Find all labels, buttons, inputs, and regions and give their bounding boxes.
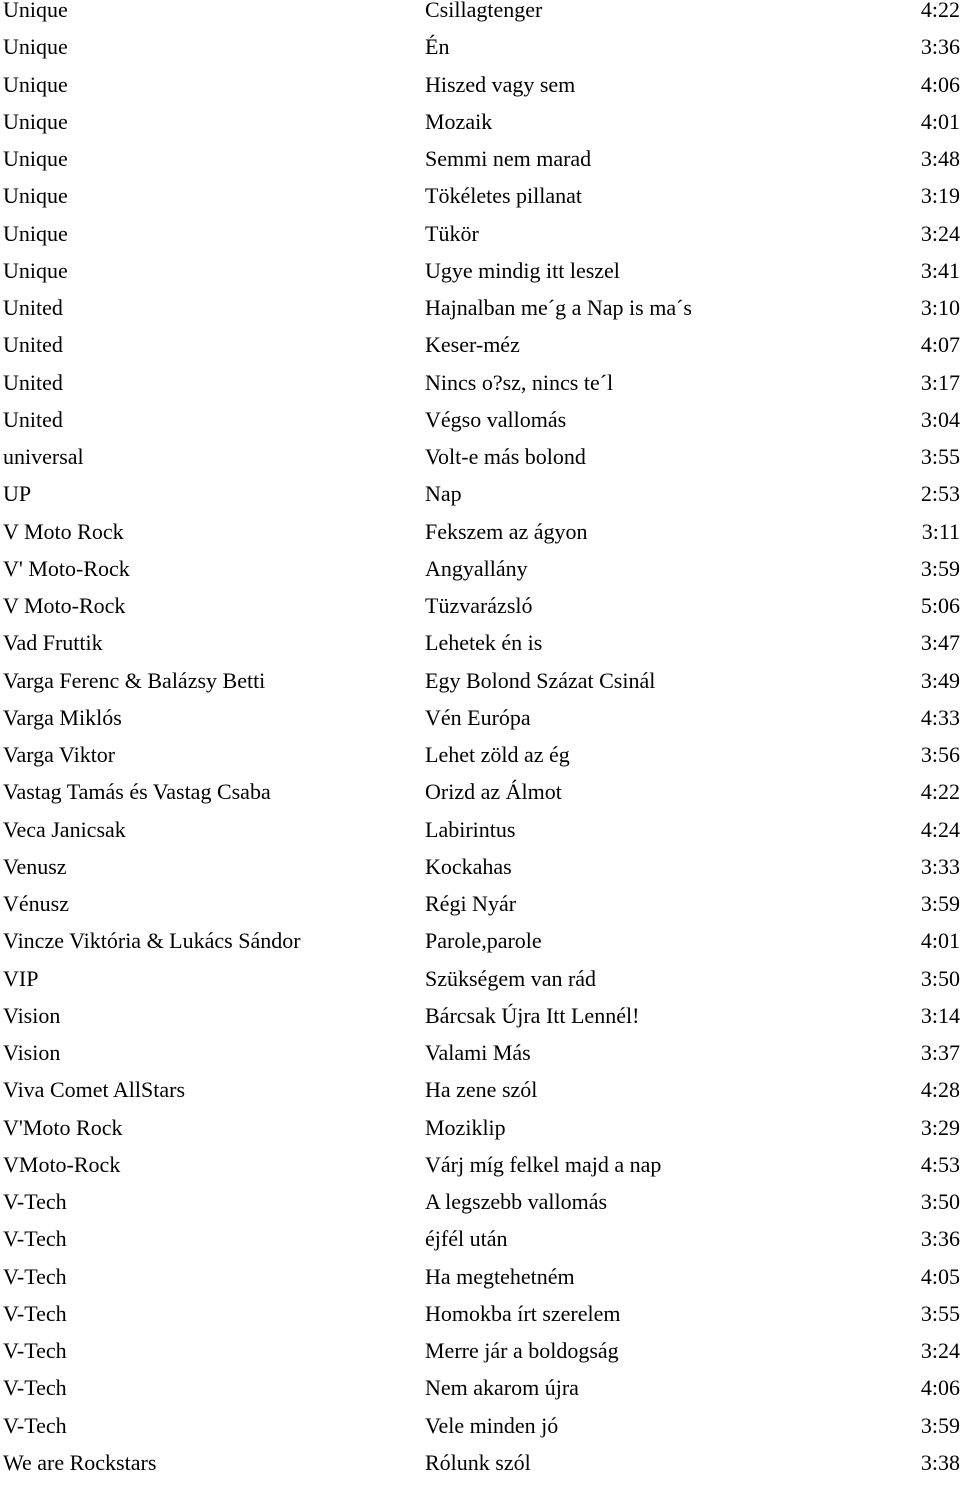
artist-cell: V-Tech <box>3 1412 67 1438</box>
artist-cell: Viva Comet AllStars <box>3 1077 186 1103</box>
artist-cell: Unique <box>3 146 68 171</box>
song-title-cell: Rólunk szól <box>425 1449 531 1475</box>
table-row <box>0 1189 960 1229</box>
duration-cell: 3:50 <box>920 965 960 991</box>
song-title-cell: Volt-e más bolond <box>425 444 586 469</box>
table-row <box>0 630 960 670</box>
song-title-cell: Csillagtenger <box>425 0 543 22</box>
song-title-cell: Semmi nem marad <box>425 146 592 171</box>
song-title-cell: Várj míg felkel majd a nap <box>425 1151 662 1177</box>
table-row <box>0 481 960 521</box>
table-row <box>0 555 960 596</box>
duration-cell: 4:53 <box>920 1151 960 1177</box>
duration-cell: 4:07 <box>920 332 960 358</box>
artist-cell: V'Moto Rock <box>3 1114 123 1140</box>
song-title-cell: Tökéletes pillanat <box>425 183 582 209</box>
table-row <box>0 1002 960 1043</box>
table-row <box>0 742 960 782</box>
artist-cell: Vincze Viktória & Lukács Sándor <box>3 928 301 954</box>
song-title-cell: Orizd az Álmot <box>425 779 562 805</box>
song-title-cell: Én <box>425 34 450 60</box>
artist-cell: Venusz <box>3 853 67 879</box>
song-title-cell: Tüzvarázsló <box>425 593 533 618</box>
song-title-cell: Lehet zöld az ég <box>425 742 570 767</box>
table-row <box>0 34 960 74</box>
song-title-cell: Nap <box>425 481 462 507</box>
duration-cell: 4:01 <box>920 108 960 134</box>
duration-cell: 3:17 <box>920 369 960 395</box>
artist-cell: Unique <box>3 0 68 22</box>
song-title-cell: Labirintus <box>425 816 516 842</box>
duration-cell: 5:06 <box>920 593 960 618</box>
duration-cell: 3:04 <box>920 406 960 432</box>
artist-cell: V Moto-Rock <box>3 593 126 618</box>
song-title-cell: Lehetek én is <box>425 630 543 656</box>
table-row <box>0 518 960 559</box>
table-row <box>0 1412 960 1453</box>
table-row <box>0 369 960 410</box>
duration-cell: 4:28 <box>920 1077 960 1103</box>
artist-cell: Vision <box>3 1040 61 1065</box>
duration-cell: 4:33 <box>920 704 960 730</box>
table-row <box>0 1077 960 1117</box>
table-row <box>0 183 960 223</box>
table-row <box>0 1375 960 1415</box>
duration-cell: 4:24 <box>920 816 960 842</box>
duration-cell: 3:19 <box>920 183 960 209</box>
song-title-cell: Tükör <box>425 220 479 246</box>
song-title-cell: Valami Más <box>425 1040 531 1065</box>
song-title-cell: Angyallány <box>425 555 528 581</box>
artist-cell: universal <box>3 444 84 469</box>
duration-cell: 3:49 <box>920 667 960 693</box>
table-row <box>0 667 960 708</box>
table-row <box>0 704 960 745</box>
table-row <box>0 965 960 1006</box>
table-row <box>0 779 960 819</box>
duration-cell: 4:06 <box>920 1375 960 1401</box>
duration-cell: 4:01 <box>920 928 960 954</box>
duration-cell: 3:10 <box>920 295 960 320</box>
artist-cell: V-Tech <box>3 1300 67 1326</box>
artist-cell: Unique <box>3 108 68 134</box>
artist-cell: Vastag Tamás és Vastag Csaba <box>3 779 271 805</box>
duration-cell: 3:50 <box>920 1189 960 1214</box>
song-title-cell: éjfél után <box>425 1226 508 1252</box>
song-title-cell: Ha megtehetném <box>425 1263 575 1289</box>
duration-cell: 3:41 <box>920 257 960 283</box>
artist-cell: United <box>3 295 63 320</box>
song-title-cell: A legszebb vallomás <box>425 1189 608 1214</box>
duration-cell: 3:59 <box>920 555 960 581</box>
song-title-cell: Régi Nyár <box>425 891 517 916</box>
table-row <box>0 1114 960 1155</box>
duration-cell: 4:22 <box>920 0 960 22</box>
song-title-cell: Hajnalban me´g a Nap is ma´s <box>425 295 692 320</box>
song-title-cell: Parole,parole <box>425 928 542 954</box>
song-title-cell: Moziklip <box>425 1114 506 1140</box>
table-row <box>0 816 960 857</box>
duration-cell: 3:24 <box>920 1338 960 1363</box>
song-title-cell: Kockahas <box>425 853 512 879</box>
artist-cell: V Moto Rock <box>3 518 124 544</box>
artist-cell: Unique <box>3 183 68 209</box>
artist-cell: VMoto-Rock <box>3 1151 121 1177</box>
artist-cell: Unique <box>3 257 68 283</box>
duration-cell: 4:05 <box>920 1263 960 1289</box>
duration-cell: 3:37 <box>920 1040 960 1065</box>
duration-cell: 3:36 <box>920 34 960 60</box>
table-row <box>0 1338 960 1378</box>
duration-cell: 3:47 <box>920 630 960 656</box>
artist-cell: Varga Ferenc & Balázsy Betti <box>3 667 266 693</box>
artist-cell: Vision <box>3 1002 61 1028</box>
artist-cell: Unique <box>3 220 68 246</box>
duration-cell: 3:29 <box>920 1114 960 1140</box>
song-title-cell: Hiszed vagy sem <box>425 71 576 97</box>
table-row <box>0 1151 960 1192</box>
table-row <box>0 220 960 261</box>
table-row <box>0 444 960 484</box>
table-row <box>0 0 960 37</box>
artist-cell: V' Moto-Rock <box>3 555 130 581</box>
duration-cell: 3:36 <box>920 1226 960 1252</box>
song-title-cell: Egy Bolond Százat Csinál <box>425 667 656 693</box>
song-title-cell: Ha zene szól <box>425 1077 538 1103</box>
duration-cell: 4:22 <box>920 779 960 805</box>
table-row <box>0 1300 960 1341</box>
song-title-cell: Vén Európa <box>425 704 531 730</box>
duration-cell: 3:59 <box>920 1412 960 1438</box>
duration-cell: 3:55 <box>920 444 960 469</box>
table-row <box>0 891 960 931</box>
duration-cell: 3:59 <box>920 891 960 916</box>
table-row <box>0 1449 960 1490</box>
artist-cell: Vénusz <box>3 891 69 916</box>
duration-cell: 3:14 <box>920 1002 960 1028</box>
artist-cell: UP <box>3 481 32 507</box>
song-title-cell: Nem akarom újra <box>425 1375 579 1401</box>
artist-cell: VIP <box>3 965 39 991</box>
duration-cell: 3:11 <box>921 518 960 544</box>
artist-cell: United <box>3 406 63 432</box>
song-title-cell: Keser-méz <box>425 332 520 358</box>
artist-cell: Unique <box>3 71 68 97</box>
artist-cell: V-Tech <box>3 1189 67 1214</box>
table-row <box>0 928 960 968</box>
duration-cell: 3:56 <box>920 742 960 767</box>
table-row <box>0 108 960 149</box>
artist-cell: V-Tech <box>3 1263 67 1289</box>
table-row <box>0 332 960 372</box>
artist-cell: Vad Fruttik <box>3 630 103 656</box>
artist-cell: V-Tech <box>3 1338 67 1363</box>
song-title-cell: Ugye mindig itt leszel <box>425 257 620 283</box>
duration-cell: 2:53 <box>920 481 960 507</box>
song-title-cell: Bárcsak Újra Itt Lennél! <box>425 1002 640 1028</box>
artist-cell: Unique <box>3 34 68 60</box>
table-row <box>0 1263 960 1304</box>
table-row <box>0 295 960 335</box>
duration-cell: 3:33 <box>920 853 960 879</box>
artist-cell: Varga Viktor <box>3 742 116 767</box>
artist-cell: Veca Janicsak <box>3 816 126 842</box>
duration-cell: 3:55 <box>920 1300 960 1326</box>
song-title-cell: Merre jár a boldogság <box>425 1338 619 1363</box>
table-row <box>0 406 960 447</box>
table-row <box>0 1226 960 1266</box>
table-row <box>0 593 960 633</box>
song-title-cell: Homokba írt szerelem <box>425 1300 621 1326</box>
duration-cell: 3:48 <box>920 146 960 171</box>
artist-cell: V-Tech <box>3 1375 67 1401</box>
table-row <box>0 146 960 186</box>
song-title-cell: Vele minden jó <box>425 1412 559 1438</box>
artist-cell: We are Rockstars <box>3 1449 157 1475</box>
table-row <box>0 257 960 298</box>
song-title-cell: Fekszem az ágyon <box>425 518 588 544</box>
song-title-cell: Nincs o?sz, nincs te´l <box>425 369 614 395</box>
artist-cell: V-Tech <box>3 1226 67 1252</box>
table-row <box>0 71 960 112</box>
table-row <box>0 853 960 894</box>
duration-cell: 3:24 <box>920 220 960 246</box>
table-row <box>0 1040 960 1080</box>
artist-cell: Varga Miklós <box>3 704 122 730</box>
song-title-cell: Mozaik <box>425 108 493 134</box>
song-title-cell: Szükségem van rád <box>425 965 597 991</box>
song-title-cell: Végso vallomás <box>425 406 567 432</box>
artist-cell: United <box>3 332 63 358</box>
duration-cell: 4:06 <box>920 71 960 97</box>
artist-cell: United <box>3 369 63 395</box>
duration-cell: 3:38 <box>920 1449 960 1475</box>
